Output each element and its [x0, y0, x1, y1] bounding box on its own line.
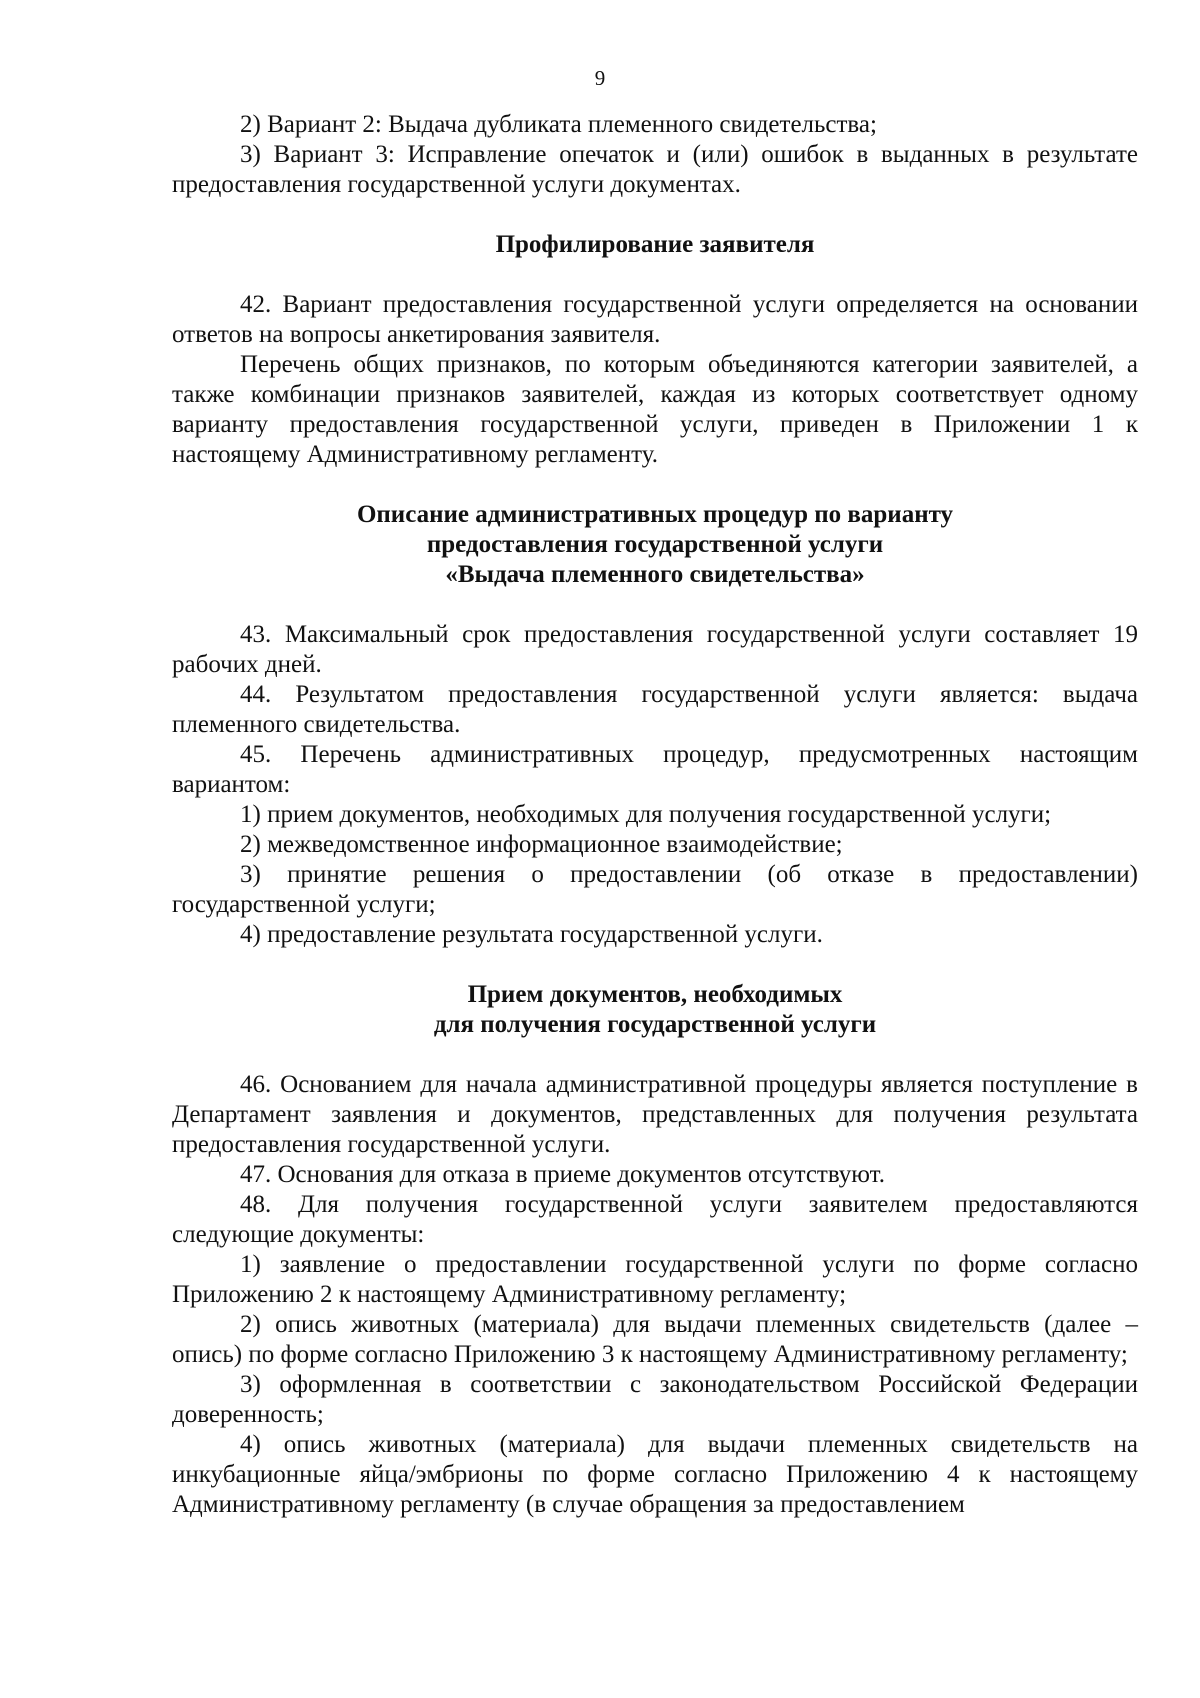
spacer	[172, 470, 1138, 500]
heading-procedures-line-2: предоставления государственной услуги	[426, 531, 884, 558]
paragraph-42: 42. Вариант предоставления государственной услуги определяется на основании ответов на вопросы анкетирования заявителя.	[172, 291, 1138, 348]
paragraph-variant-2: 2) Вариант 2: Выдача дубликата племенного свидетельства;	[240, 111, 877, 138]
spacer	[172, 1040, 1138, 1070]
list-item-45-2: 2) межведомственное информационное взаимодействие;	[240, 831, 843, 858]
paragraph-48: 48. Для получения государственной услуги заявителем предоставляются следующие документы:	[172, 1191, 1138, 1248]
list-item-48-3: 3) оформленная в соответствии с законодательством Российской Федерации доверенность;	[172, 1371, 1138, 1428]
spacer	[172, 260, 1138, 290]
paragraph-criteria-list: Перечень общих признаков, по которым объединяются категории заявителей, а также комбинации признаков заявителей, каждая из которых соответствует одному варианту предоставления государственной услуги, приведен в Приложении 1 к настоящему Административному регламенту.	[172, 351, 1138, 468]
page-number: 9	[594, 66, 606, 90]
paragraph-47: 47. Основания для отказа в приеме документов отсутствуют.	[240, 1161, 885, 1188]
list-item-45-3: 3) принятие решения о предоставлении (об отказе в предоставлении) государственной услуги;	[172, 861, 1138, 918]
heading-document-intake-line-1: Прием документов, необходимых	[467, 981, 843, 1008]
list-item-48-2: 2) опись животных (материала) для выдачи племенных свидетельств (далее – опись) по форме согласно Приложению 3 к настоящему Административному регламенту;	[172, 1311, 1138, 1368]
heading-procedures-line-1: Описание административных процедур по варианту	[356, 501, 954, 528]
paragraph-45: 45. Перечень административных процедур, предусмотренных настоящим вариантом:	[172, 741, 1138, 798]
spacer	[172, 590, 1138, 620]
heading-document-intake-line-2: для получения государственной услуги	[433, 1011, 877, 1038]
heading-applicant-profiling: Профилирование заявителя	[495, 231, 815, 258]
paragraph-44: 44. Результатом предоставления государственной услуги является: выдача племенного свидетельства.	[172, 681, 1138, 738]
list-item-48-4: 4) опись животных (материала) для выдачи племенных свидетельств на инкубационные яйца/эмбрионы по форме согласно Приложению 4 к настоящему Административному регламенту (в случае обращения за предоставлением	[172, 1431, 1138, 1518]
spacer	[172, 200, 1138, 230]
list-item-45-4: 4) предоставление результата государственной услуги.	[240, 921, 823, 948]
list-item-48-1: 1) заявление о предоставлении государственной услуги по форме согласно Приложению 2 к настоящему Административному регламенту;	[172, 1251, 1138, 1308]
paragraph-46: 46. Основанием для начала административной процедуры является поступление в Департамент заявления и документов, представленных для получения результата предоставления государственной услуги.	[172, 1071, 1138, 1158]
paragraph-variant-3: 3) Вариант 3: Исправление опечаток и (или) ошибок в выданных в результате предоставления государственной услуги документах.	[172, 141, 1138, 198]
spacer	[172, 950, 1138, 980]
list-item-45-1: 1) прием документов, необходимых для получения государственной услуги;	[240, 801, 1052, 828]
paragraph-43: 43. Максимальный срок предоставления государственной услуги составляет 19 рабочих дней.	[172, 621, 1138, 678]
document-body	[172, 110, 1138, 1520]
heading-procedures-line-3: «Выдача племенного свидетельства»	[445, 561, 865, 588]
